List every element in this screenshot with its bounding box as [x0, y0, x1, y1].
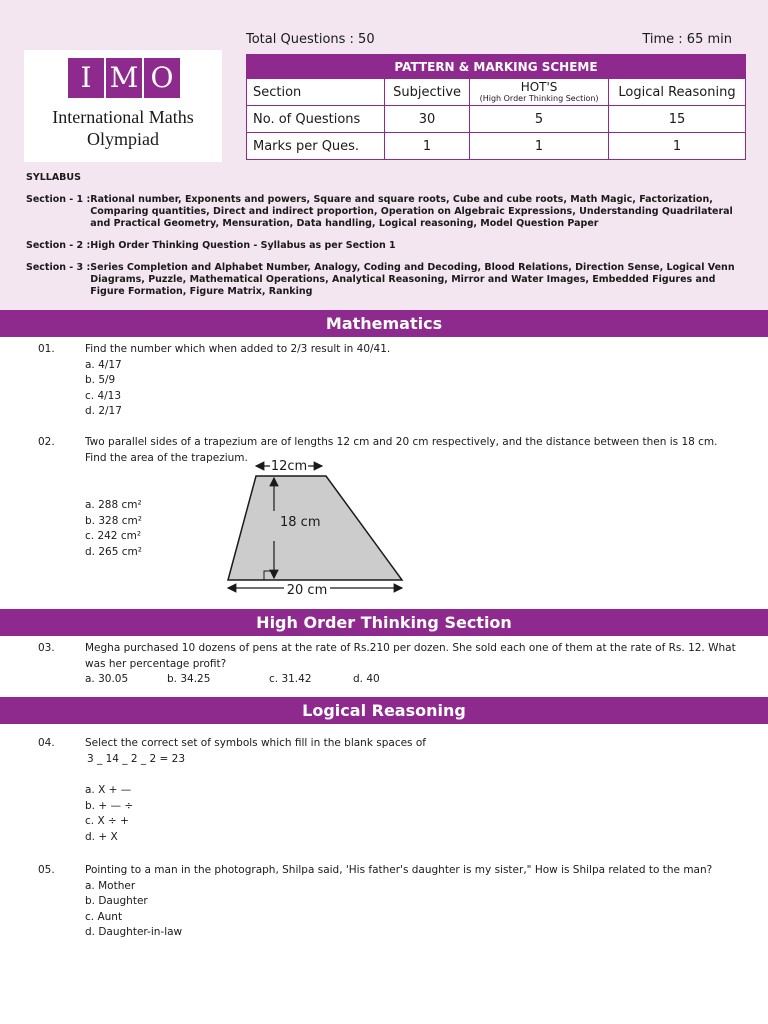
scheme-title: PATTERN & MARKING SCHEME	[247, 55, 746, 79]
scheme-row-marks	[247, 133, 746, 160]
hots-label: HOT'S	[520, 79, 558, 94]
height-label: 18 cm	[280, 515, 321, 530]
scheme-cell: 15	[609, 106, 746, 133]
syllabus-section-1	[26, 194, 746, 230]
scheme-col-hots	[470, 79, 609, 106]
question-01	[38, 342, 738, 420]
total-questions: Total Questions : 50	[246, 32, 375, 47]
syllabus-section-label: Section - 1 :	[26, 194, 91, 205]
option-d[interactable]: d. 2/17	[85, 405, 122, 417]
top-length-label: 12cm	[270, 459, 308, 474]
question-number: 02.	[38, 436, 55, 448]
scheme-cell: 1	[609, 133, 746, 160]
option-b[interactable]: b. + — ÷	[85, 799, 134, 812]
scheme-header-row	[247, 79, 746, 106]
option-d[interactable]: d. 40	[353, 673, 380, 685]
option-d[interactable]: d. + X	[85, 830, 118, 843]
question-number: 03.	[38, 642, 55, 654]
scheme-col-section: Section	[247, 79, 385, 106]
option-b[interactable]: b. 34.25	[167, 673, 211, 685]
question-05	[38, 863, 738, 941]
logo-letter-m: M	[106, 58, 142, 98]
option-c[interactable]: c. Aunt	[85, 910, 123, 923]
question-text: Megha purchased 10 dozens of pens at the rate of Rs.210 per dozen. She sold each one of them at the rate of Rs. 12. What was her percentage profit?	[85, 642, 736, 670]
logo-letters	[68, 58, 180, 98]
question-text: Two parallel sides of a trapezium are of lengths 12 cm and 20 cm respectively, and the distance between then is 18 cm. Find the area of the trapezium.	[85, 436, 718, 464]
option-d[interactable]: d. 265 cm²	[85, 545, 142, 558]
question-text: Find the number which when added to 2/3 result in 40/41.	[85, 343, 391, 355]
option-a[interactable]: a. X + —	[85, 784, 132, 796]
syllabus-section-3	[26, 262, 746, 298]
logo-name-line1: International Maths	[52, 107, 194, 127]
syllabus-section-text: Rational number, Exponents and powers, Square and square roots, Cube and cube roots, Math Magic, Factorization, Comparing quantities, Direct and indirect proportion, Operation on Algebraic Expressions, Understanding Quadrilateral and Practical Geometry, Mensuration, Data handling, Logical reasoning, Model Question Paper	[90, 194, 733, 229]
scheme-cell: 30	[385, 106, 470, 133]
scheme-row-label: No. of Questions	[247, 106, 385, 133]
logo-name-line2: Olympiad	[87, 129, 159, 149]
bottom-length-label: 20 cm	[286, 583, 328, 598]
option-a[interactable]: a. Mother	[85, 879, 136, 892]
syllabus-title: SYLLABUS	[26, 172, 81, 183]
question-03	[38, 641, 738, 688]
scheme-cell: 5	[470, 106, 609, 133]
question-number: 04.	[38, 737, 55, 749]
syllabus-section-label: Section - 3 :	[26, 262, 91, 273]
option-a[interactable]: a. 4/17	[85, 358, 122, 371]
logo-letter-o: O	[144, 58, 180, 98]
option-b[interactable]: b. Daughter	[85, 895, 148, 907]
scheme-row-questions	[247, 106, 746, 133]
question-number: 05.	[38, 864, 55, 876]
imo-logo	[24, 50, 222, 162]
option-b[interactable]: b. 5/9	[85, 374, 116, 386]
section-band-mathematics: Mathematics	[0, 310, 768, 337]
scheme-row-label: Marks per Ques.	[247, 133, 385, 160]
logo-letter-i: I	[68, 58, 104, 98]
option-c[interactable]: c. 4/13	[85, 389, 122, 402]
section-band-hots: High Order Thinking Section	[0, 609, 768, 636]
option-a[interactable]: a. 30.05	[85, 673, 129, 685]
question-04	[38, 736, 738, 845]
scheme-col-logical: Logical Reasoning	[609, 79, 746, 106]
option-d[interactable]: d. Daughter-in-law	[85, 926, 183, 938]
option-b[interactable]: b. 328 cm²	[85, 514, 142, 527]
syllabus-section-label: Section - 2 :	[26, 240, 91, 251]
option-a[interactable]: a. 288 cm²	[85, 499, 142, 511]
question-number: 01.	[38, 343, 55, 355]
hots-sub-label: (High Order Thinking Section)	[479, 93, 599, 103]
section-band-logical: Logical Reasoning	[0, 697, 768, 724]
trapezium-figure	[222, 456, 412, 600]
header-panel	[0, 0, 768, 310]
question-text: Pointing to a man in the photograph, Shilpa said, 'His father's daughter is my sister," How is Shilpa related to the man?	[85, 864, 713, 876]
syllabus-block	[26, 172, 746, 308]
option-c[interactable]: c. 242 cm²	[85, 530, 142, 542]
options-row	[85, 672, 738, 688]
syllabus-section-2	[26, 240, 746, 252]
scheme-cell: 1	[385, 133, 470, 160]
time-limit: Time : 65 min	[642, 32, 732, 47]
syllabus-section-text: Series Completion and Alphabet Number, Analogy, Coding and Decoding, Blood Relations, Direction Sense, Logical Venn Diagrams, Puzzle, Mathematical Operations, Analytical Reasoning, Mirror and Water Images, Embedded Figures and Figure Formation, Figure Matrix, Ranking	[90, 262, 735, 297]
question-text: Select the correct set of symbols which fill in the blank spaces of	[85, 737, 426, 749]
scheme-cell: 1	[470, 133, 609, 160]
option-c[interactable]: c. X ÷ +	[85, 815, 129, 827]
option-c[interactable]: c. 31.42	[269, 673, 312, 685]
syllabus-section-text: High Order Thinking Question - Syllabus as per Section 1	[90, 240, 396, 251]
question-expression: 3 _ 14 _ 2 _ 2 = 23	[87, 752, 186, 765]
scheme-col-subjective: Subjective	[385, 79, 470, 106]
marking-scheme-table	[246, 54, 746, 160]
